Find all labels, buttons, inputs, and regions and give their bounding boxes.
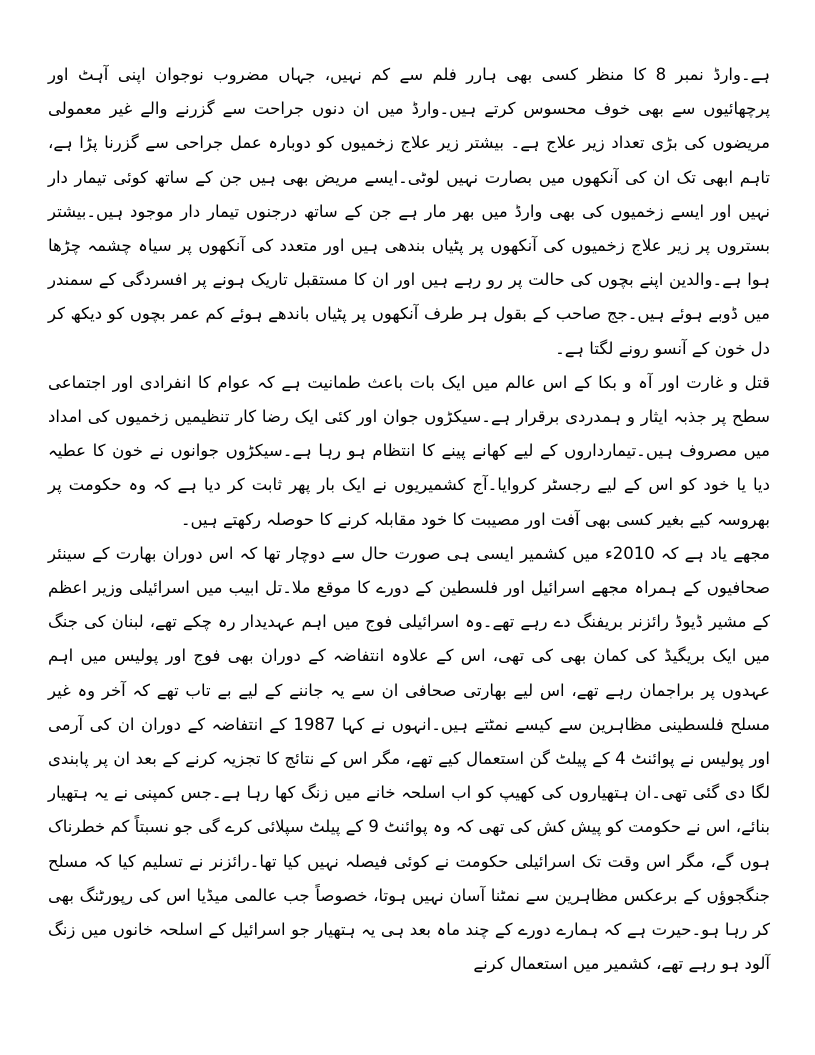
paragraph-public-solidarity: قتل و غارت اور آہ و بکا کے اس عالم میں ایک بات باعث طمانیت ہے کہ عوام کا انفرادی اور اجتماعی سطح پر جذبہ ایثار و ہمدردی برقرار ہے۔سیکڑوں جوان اور کئی ایک رضا کار تنظیمیں زخمیوں کی امداد میں مصروف ہیں۔تیمارداروں کے لیے کھانے پینے کا انتظام ہو رہا ہے۔سیکڑوں جوانوں نے خون کا عطیہ دیا یا خود کو اس کے لیے رجسٹر کروایا۔آج کشمیریوں نے ایک بار پھر ثابت کر دیا ہے کہ وہ حکومت پر بھروسہ کیے بغیر کسی بھی آفت اور مصیبت کا خود مقابلہ کرنے کا حوصلہ رکھتے ہیں۔ bbox=[48, 372, 770, 529]
paragraph-ward-description: ہے۔وارڈ نمبر 8 کا منظر کسی بھی ہارر فلم سے کم نہیں، جہاں مضروب نوجوان اپنی آہٹ اور پرچھائیوں سے بھی خوف محسوس کرتے ہیں۔وارڈ میں ان دنوں جراحت سے گزرنے والے غیر معمولی مریضوں کی بڑی تعداد زیر علاج ہے۔ بیشتر زیر علاج زخمیوں کو دوبارہ عمل جراحی سے گزرنا پڑا ہے، تاہم ابھی تک ان کی آنکھوں میں بصارت نہیں لوٹی۔ایسے مریض بھی ہیں جن کے ساتھ کوئی تیمار دار نہیں اور ایسے زخمیوں کی بھی وارڈ میں بھر مار ہے جن کے ساتھ درجنوں تیمار دار موجود ہیں۔بیشتر بستروں پر زیر علاج زخمیوں کی آنکھوں پر پٹیاں بندھی ہیں اور متعدد کی آنکھوں پر سیاہ چشمہ چڑھا ہوا ہے۔والدین اپنے بچوں کی حالت پر رو رہے ہیں اور ان کا مستقبل تاریک ہونے پر افسردگی کے سمندر میں ڈوبے ہوئے ہیں۔جج صاحب کے بقول ہر طرف آنکھوں پر پٹیاں باندھے ہوئے کم عمر بچوں کو دیکھ کر دل خون کے آنسو رونے لگتا ہے۔ bbox=[48, 65, 770, 358]
paragraph-israel-visit: مجھے یاد ہے کہ 2010ء میں کشمیر ایسی ہی صورت حال سے دوچار تھا کہ اس دوران بھارت کے سینئر صحافیوں کے ہمراہ مجھے اسرائیل اور فلسطین کے دورے کا موقع ملا۔تل ابیب میں اسرائیلی وزیر اعظم کے مشیر ڈیوڈ رائزنر بریفنگ دے رہے تھے۔وہ اسرائیلی فوج میں اہم عہدیدار رہ چکے تھے، لبنان کی جنگ میں ایک بریگیڈ کی کمان بھی کی تھی، اس کے علاوہ انتفاضہ کے دوران بھی فوج اور پولیس میں اہم عہدوں پر براجمان رہے تھے، اس لیے بھارتی صحافی ان سے یہ جاننے کے لیے بے تاب تھے کہ آخر وہ غیر مسلح فلسطینی مظاہرین سے کیسے نمٹتے ہیں۔انہوں نے کہا 1987 کے انتفاضہ کے دوران ان کی آرمی اور پولیس نے پوائنٹ 4 کے پیلٹ گن استعمال کیے تھے، مگر اس کے نتائج کا تجزیہ کرنے کے بعد ان پر پابندی لگا دی گئی تھی۔ان ہتھیاروں کی کھیپ کو اب اسلحہ خانے میں زنگ کھا رہا ہے۔جس کمپنی نے یہ ہتھیار بنائے، اس نے حکومت کو پیش کش کی تھی کہ وہ پوائنٹ 9 کے پیلٹ سپلائی کرے گی جو نسبتاً کم خطرناک ہوں گے، مگر اس وقت تک اسرائیلی حکومت نے کوئی فیصلہ نہیں کیا تھا۔رائزنر نے تسلیم کیا کہ مسلح جنگجوؤں کے برعکس مظاہرین سے نمٹنا آسان نہیں ہوتا، خصوصاً جب عالمی میڈیا اس کی رپورٹنگ بھی کر رہا ہو۔حیرت ہے کہ ہمارے دورے کے چند ماہ بعد ہی یہ ہتھیار جو اسرائیل کے اسلحہ خانوں میں زنگ آلود ہو رہے تھے، کشمیر میں استعمال کرنے bbox=[48, 543, 770, 974]
article-body bbox=[48, 58, 770, 981]
